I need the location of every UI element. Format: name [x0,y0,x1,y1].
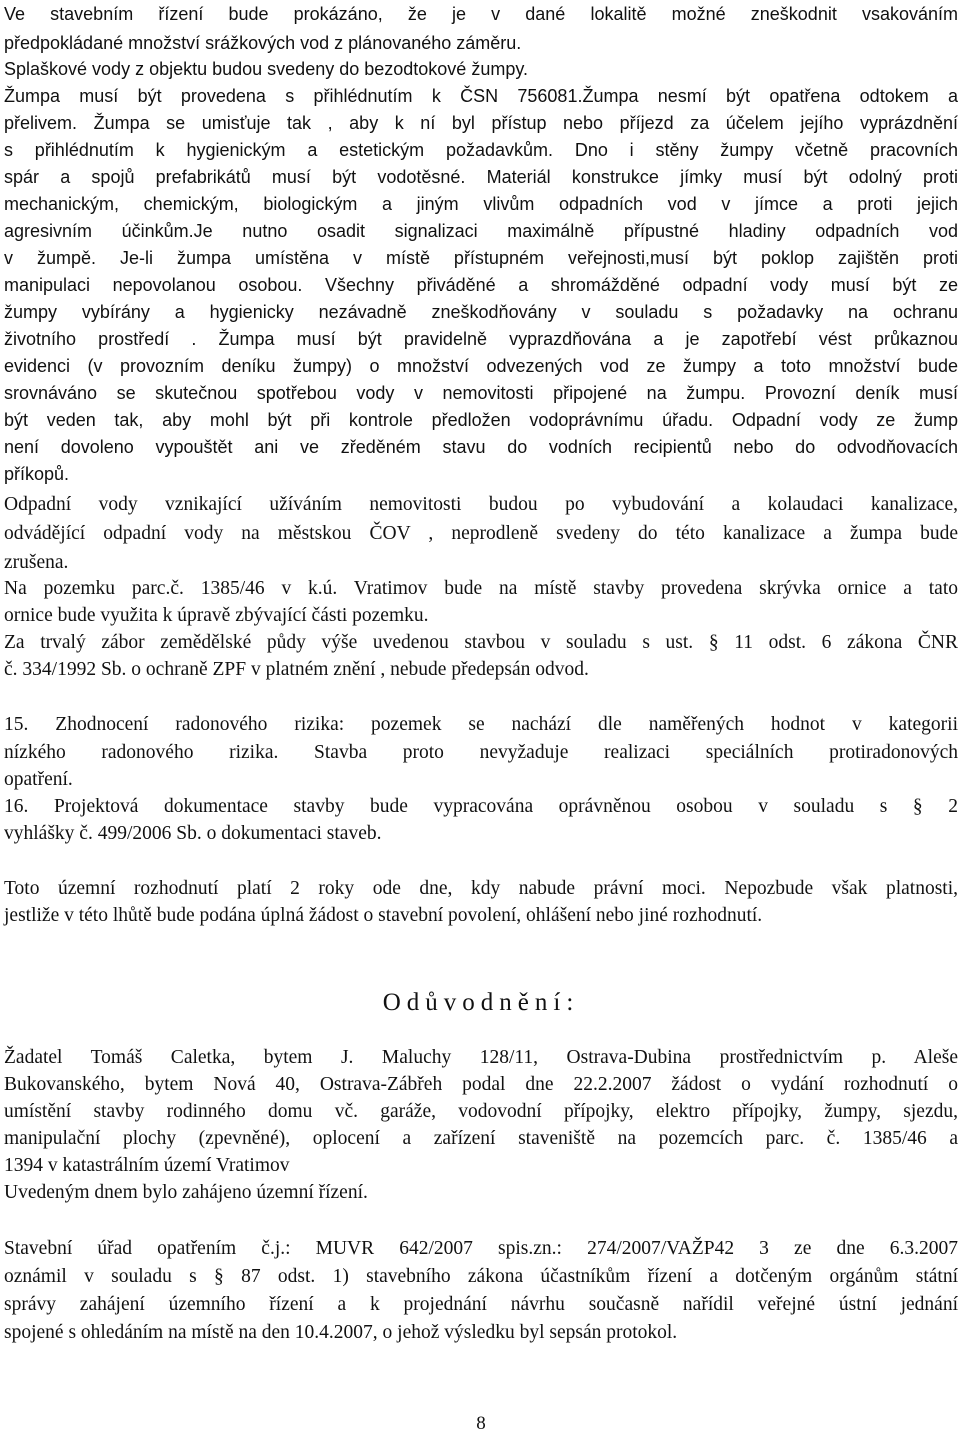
text-line: přelivem. Žumpa se umisťuje tak , aby k ní byl přístup nebo příjezd za účelem jejího vyprázdnění [4,113,958,133]
text-line: srovnáváno se skutečnou spotřebou vody v nemovitosti připojené na žumpu. Provozní deník musí [4,383,958,403]
text-line: v žumpě. Je-li žumpa umístěna v místě přístupném veřejnosti,musí být poklop zajištěn proti [4,248,958,268]
text-line: Ve stavebním řízení bude prokázáno, že je v dané lokalitě možné zneškodnit vsakováním [4,4,958,24]
text-line: vyhlášky č. 499/2006 Sb. o dokumentaci staveb. [4,823,382,844]
text-line: evidenci (v provozním deníku žumpy) o množství odvezených vod ze žumpy a toto množství bude [4,356,958,376]
text-line: 15. Zhodnocení radonového rizika: pozemek se nachází dle naměřených hodnot v kategorii [4,714,958,735]
text-line: Splaškové vody z objektu budou svedeny do bezodtokové žumpy. [4,59,528,79]
text-line: opatření. [4,769,73,790]
text-line: Bukovanského, bytem Nová 40, Ostrava-Zábřeh podal dne 22.2.2007 žádost o vydání rozhodnutí o [4,1074,958,1095]
text-line: jestliže v této lhůtě bude podána úplná žádost o stavební povolení, ohlášení nebo jiné rozhodnutí. [4,905,763,926]
text-line: být veden tak, aby mohl být při kontrole předložen vodoprávnímu úřadu. Odpadní vody ze žump [4,410,958,430]
text-line: 16. Projektová dokumentace stavby bude vypracována oprávněnou osobou v souladu s § 2 [4,796,958,817]
text-line: Žumpa musí být provedena s přihlédnutím k ČSN 756081.Žumpa nesmí být opatřena odtokem a [4,86,958,106]
text-line: předpokládané množství srážkových vod z plánovaného záměru. [4,33,522,53]
text-line: Za trvalý zábor zemědělské půdy výše uvedenou stavbou v souladu s ust. § 11 odst. 6 zákona ČNR [4,632,958,653]
section-heading: Odůvodnění: [382,989,580,1016]
text-line: Na pozemku parc.č. 1385/46 v k.ú. Vratimov bude na místě stavby provedena skrývka ornice a tato [4,578,958,599]
text-line: není dovoleno vypouštět ani ve zředěném stavu do vodních recipientů nebo do odvodňovacích [4,437,958,457]
text-line: Stavební úřad opatřením č.j.: MUVR 642/2007 spis.zn.: 274/2007/VAŽP42 3 ze dne 6.3.2007 [4,1238,958,1259]
text-line: Toto územní rozhodnutí platí 2 roky ode dne, kdy nabude právní moci. Nepozbude však platnosti, [4,878,958,899]
text-line: nízkého radonového rizika. Stavba proto nevyžaduje realizaci speciálních protiradonových [4,742,958,763]
text-line: manipulační plochy (zpevněné), oplocení a zařízení staveniště na pozemcích parc. č. 1385/46 a [4,1128,958,1149]
text-line: 1394 v katastrálním území Vratimov [4,1155,290,1176]
text-line: správy zahájení územního řízení a k projednání návrhu současně nařídil veřejné ústní jednání [4,1294,958,1315]
text-line: životního prostředí . Žumpa musí být pravidelně vyprazdňována a je zapotřebí vést průkaznou [4,329,958,349]
document-page [4,0,958,1440]
text-line: s přihlédnutím k hygienickým a estetickým požadavkům. Dno i stěny žumpy včetně pracovních [4,140,958,160]
text-line: ornice bude využita k úpravě zbývající části pozemku. [4,605,429,626]
text-line: č. 334/1992 Sb. o ochraně ZPF v platném znění , nebude předepsán odvod. [4,659,589,680]
text-line: Odpadní vody vznikající užíváním nemovitosti budou po vybudování a kolaudaci kanalizace, [4,494,958,515]
text-line: Uvedeným dnem bylo zahájeno územní řízení. [4,1182,368,1203]
text-line: žumpy vybírány a hygienicky nezávadně zneškodňovány v souladu s požadavky na ochranu [4,302,958,322]
text-line: umístění stavby rodinného domu vč. garáže, vodovodní přípojky, elektro přípojky, žumpy, sjezdu, [4,1101,958,1122]
text-line: agresivním účinkům.Je nutno osadit signalizaci maximálně přípustné hladiny odpadních vod [4,221,958,241]
text-line: příkopů. [4,464,70,484]
page-number: 8 [476,1413,486,1434]
text-line: odvádějící odpadní vody na městskou ČOV , neprodleně svedeny do této kanalizace a žumpa bude [4,523,958,544]
text-line: spojené s ohledáním na místě na den 10.4.2007, o jehož výsledku byl sepsán protokol. [4,1322,678,1343]
text-line: oznámil v souladu s § 87 odst. 1) stavebního zákona účastníkům řízení a dotčeným orgánům státní [4,1266,958,1287]
text-line: manipulaci nepovolanou osobou. Všechny přiváděné a shromážděné odpadní vody musí být ze [4,275,958,295]
text-line: spár a spojů prefabrikátů musí být vodotěsné. Materiál konstrukce jímky musí být odolný proti [4,167,958,187]
text-line: Žadatel Tomáš Caletka, bytem J. Maluchy 128/11, Ostrava-Dubina prostřednictvím p. Aleše [4,1047,958,1068]
text-line: zrušena. [4,552,69,573]
text-line: mechanickým, chemickým, biologickým a jiným vlivům odpadních vod v jímce a proti jejich [4,194,958,214]
